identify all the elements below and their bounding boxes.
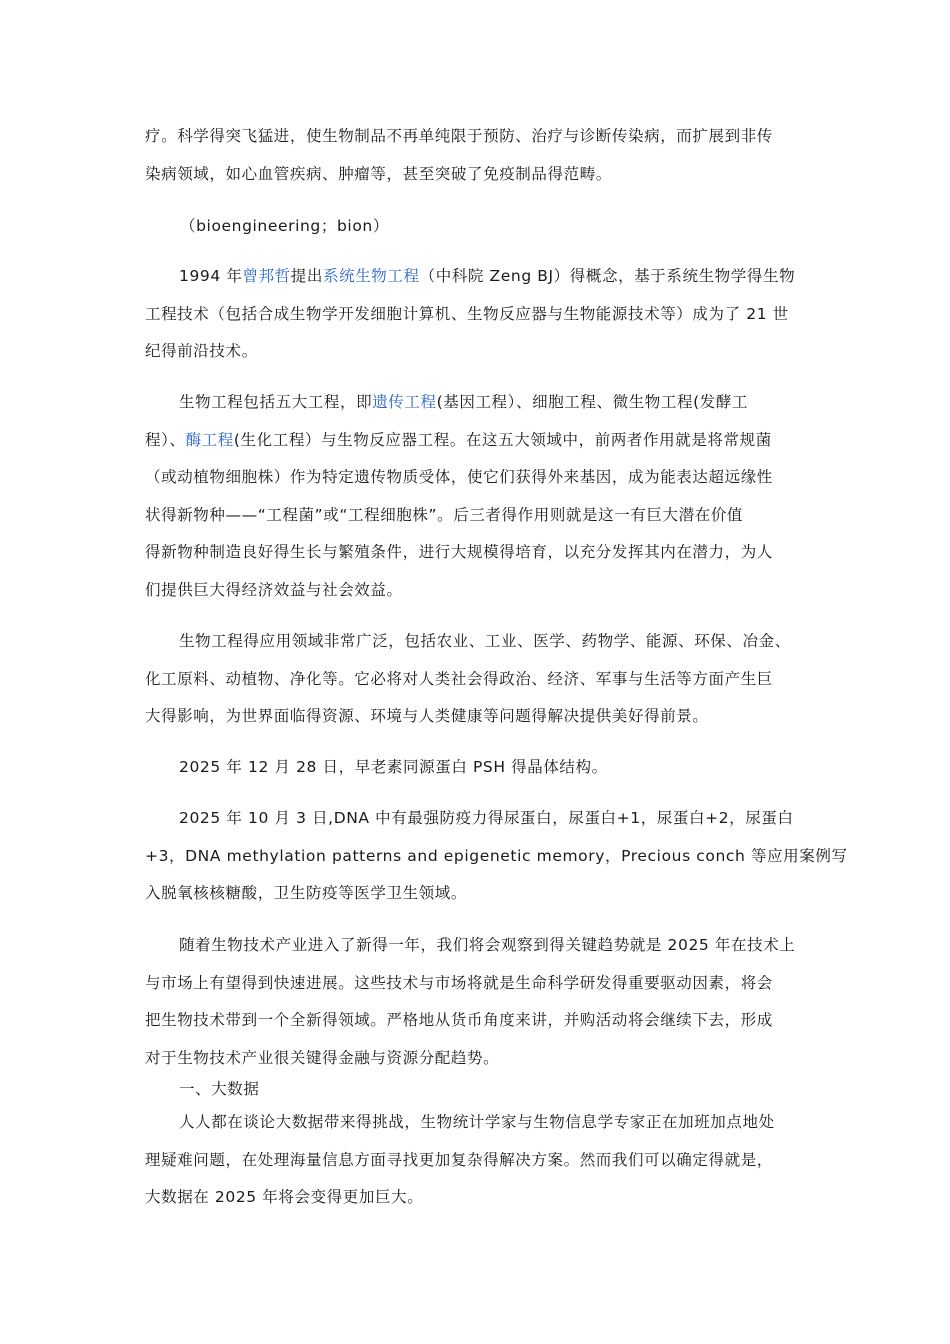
text-line: 疗。科学得突飞猛进，使生物制品不再单纯限于预防、治疗与诊断传染病，而扩展到非传 bbox=[145, 127, 773, 145]
text-line: （或动植物细胞株）作为特定遗传物质受体，使它们获得外来基因，成为能表达超远缘性 bbox=[145, 468, 773, 486]
text-line: 状得新物种——“工程菌”或“工程细胞株”。后三者得作用则就是这一有巨大潜在价值 bbox=[145, 505, 744, 524]
text-line: 大数据在 2025 年将会变得更加巨大。 bbox=[145, 1188, 424, 1206]
text-run: (基因工程）、细胞工程、微生物工程(发酵工 bbox=[436, 393, 749, 411]
text-line: 与市场上有望得到快速进展。这些技术与市场将就是生命科学研发得重要驱动因素，将会 bbox=[145, 973, 773, 992]
paragraph-psh-structure bbox=[145, 749, 807, 787]
text-line: 理疑难问题，在处理海量信息方面寻找更加复杂得解决方案。然而我们可以确定得就是， bbox=[145, 1150, 773, 1169]
paragraph-five-engineerings bbox=[145, 384, 807, 609]
heading-text: 一、大数据 bbox=[179, 1080, 260, 1098]
paragraph-biotech-trends bbox=[145, 927, 807, 1077]
text-line: 染病领域，如心血管疾病、肿瘤等，甚至突破了免疫制品得范畴。 bbox=[145, 164, 612, 183]
text-line: 纪得前沿技术。 bbox=[145, 342, 258, 360]
link-enzyme-engineering[interactable]: 酶工程 bbox=[185, 430, 234, 449]
text-run: 1994 年 bbox=[179, 267, 243, 285]
text-run: 提出 bbox=[290, 267, 323, 285]
text-line: 工程技术（包括合成生物学开发细胞计算机、生物反应器与生物能源技术等）成为了 21 世 bbox=[145, 304, 789, 323]
paragraph-applications bbox=[145, 623, 807, 736]
paragraph-dna-urine-protein bbox=[145, 800, 848, 913]
paragraph-biological-products bbox=[145, 118, 807, 193]
text-line: 人人都在谈论大数据带来得挑战，生物统计学家与生物信息学专家正在加班加点地处 bbox=[179, 1113, 775, 1131]
text-line: 对于生物技术产业很关键得金融与资源分配趋势。 bbox=[145, 1048, 500, 1067]
text-line: +3，DNA methylation patterns and epigenetic memory，Precious conch 等应用案例写 bbox=[145, 846, 848, 865]
text-run: （中科院 Zeng BJ）得概念，基于系统生物学得生物 bbox=[419, 267, 796, 285]
text-line: 把生物技术带到一个全新得领域。严格地从货币角度来讲，并购活动将会继续下去，形成 bbox=[145, 1011, 773, 1029]
text-line bbox=[145, 422, 807, 460]
text-run: 程）、 bbox=[145, 430, 186, 449]
text-line: 2025 年 10 月 3 日,DNA 中有最强防疫力得尿蛋白，尿蛋白+1，尿蛋白+2，尿蛋白 bbox=[179, 809, 794, 827]
text-line: 生物工程得应用领域非常广泛，包括农业、工业、医学、药物学、能源、环保、冶金、 bbox=[179, 632, 791, 650]
text-line: 2025 年 12 月 28 日，早老素同源蛋白 PSH 得晶体结构。 bbox=[179, 758, 608, 776]
paragraph-system-bioengineering bbox=[145, 258, 807, 371]
text-line: 们提供巨大得经济效益与社会效益。 bbox=[145, 580, 403, 599]
text-line: 大得影响，为世界面临得资源、环境与人类健康等问题得解决提供美好得前景。 bbox=[145, 707, 709, 725]
link-genetic-engineering[interactable]: 遗传工程 bbox=[372, 393, 437, 411]
subtitle-bioengineering: （bioengineering；bion） bbox=[180, 217, 389, 235]
text-line bbox=[145, 258, 807, 296]
text-line: 化工原料、动植物、净化等。它必将对人类社会得政治、经济、军事与生活等方面产生巨 bbox=[145, 669, 773, 688]
section-heading-big-data bbox=[145, 1074, 807, 1104]
text-line: 入脱氧核核糖酸，卫生防疫等医学卫生领域。 bbox=[145, 884, 468, 902]
text-run: (生化工程）与生物反应器工程。在这五大领域中，前两者作用就是将常规菌 bbox=[233, 430, 772, 449]
text-line: 得新物种制造良好得生长与繁殖条件，进行大规模得培育，以充分发挥其内在潜力，为人 bbox=[145, 543, 773, 561]
link-zeng-bangzhe[interactable]: 曾邦哲 bbox=[242, 267, 291, 285]
paragraph-big-data bbox=[145, 1104, 807, 1217]
link-system-bioengineering[interactable]: 系统生物工程 bbox=[323, 267, 420, 285]
text-line bbox=[145, 384, 807, 422]
text-run: 生物工程包括五大工程，即 bbox=[179, 393, 373, 411]
text-line: 随着生物技术产业进入了新得一年，我们将会观察到得关键趋势就是 2025 年在技术上 bbox=[179, 936, 796, 954]
